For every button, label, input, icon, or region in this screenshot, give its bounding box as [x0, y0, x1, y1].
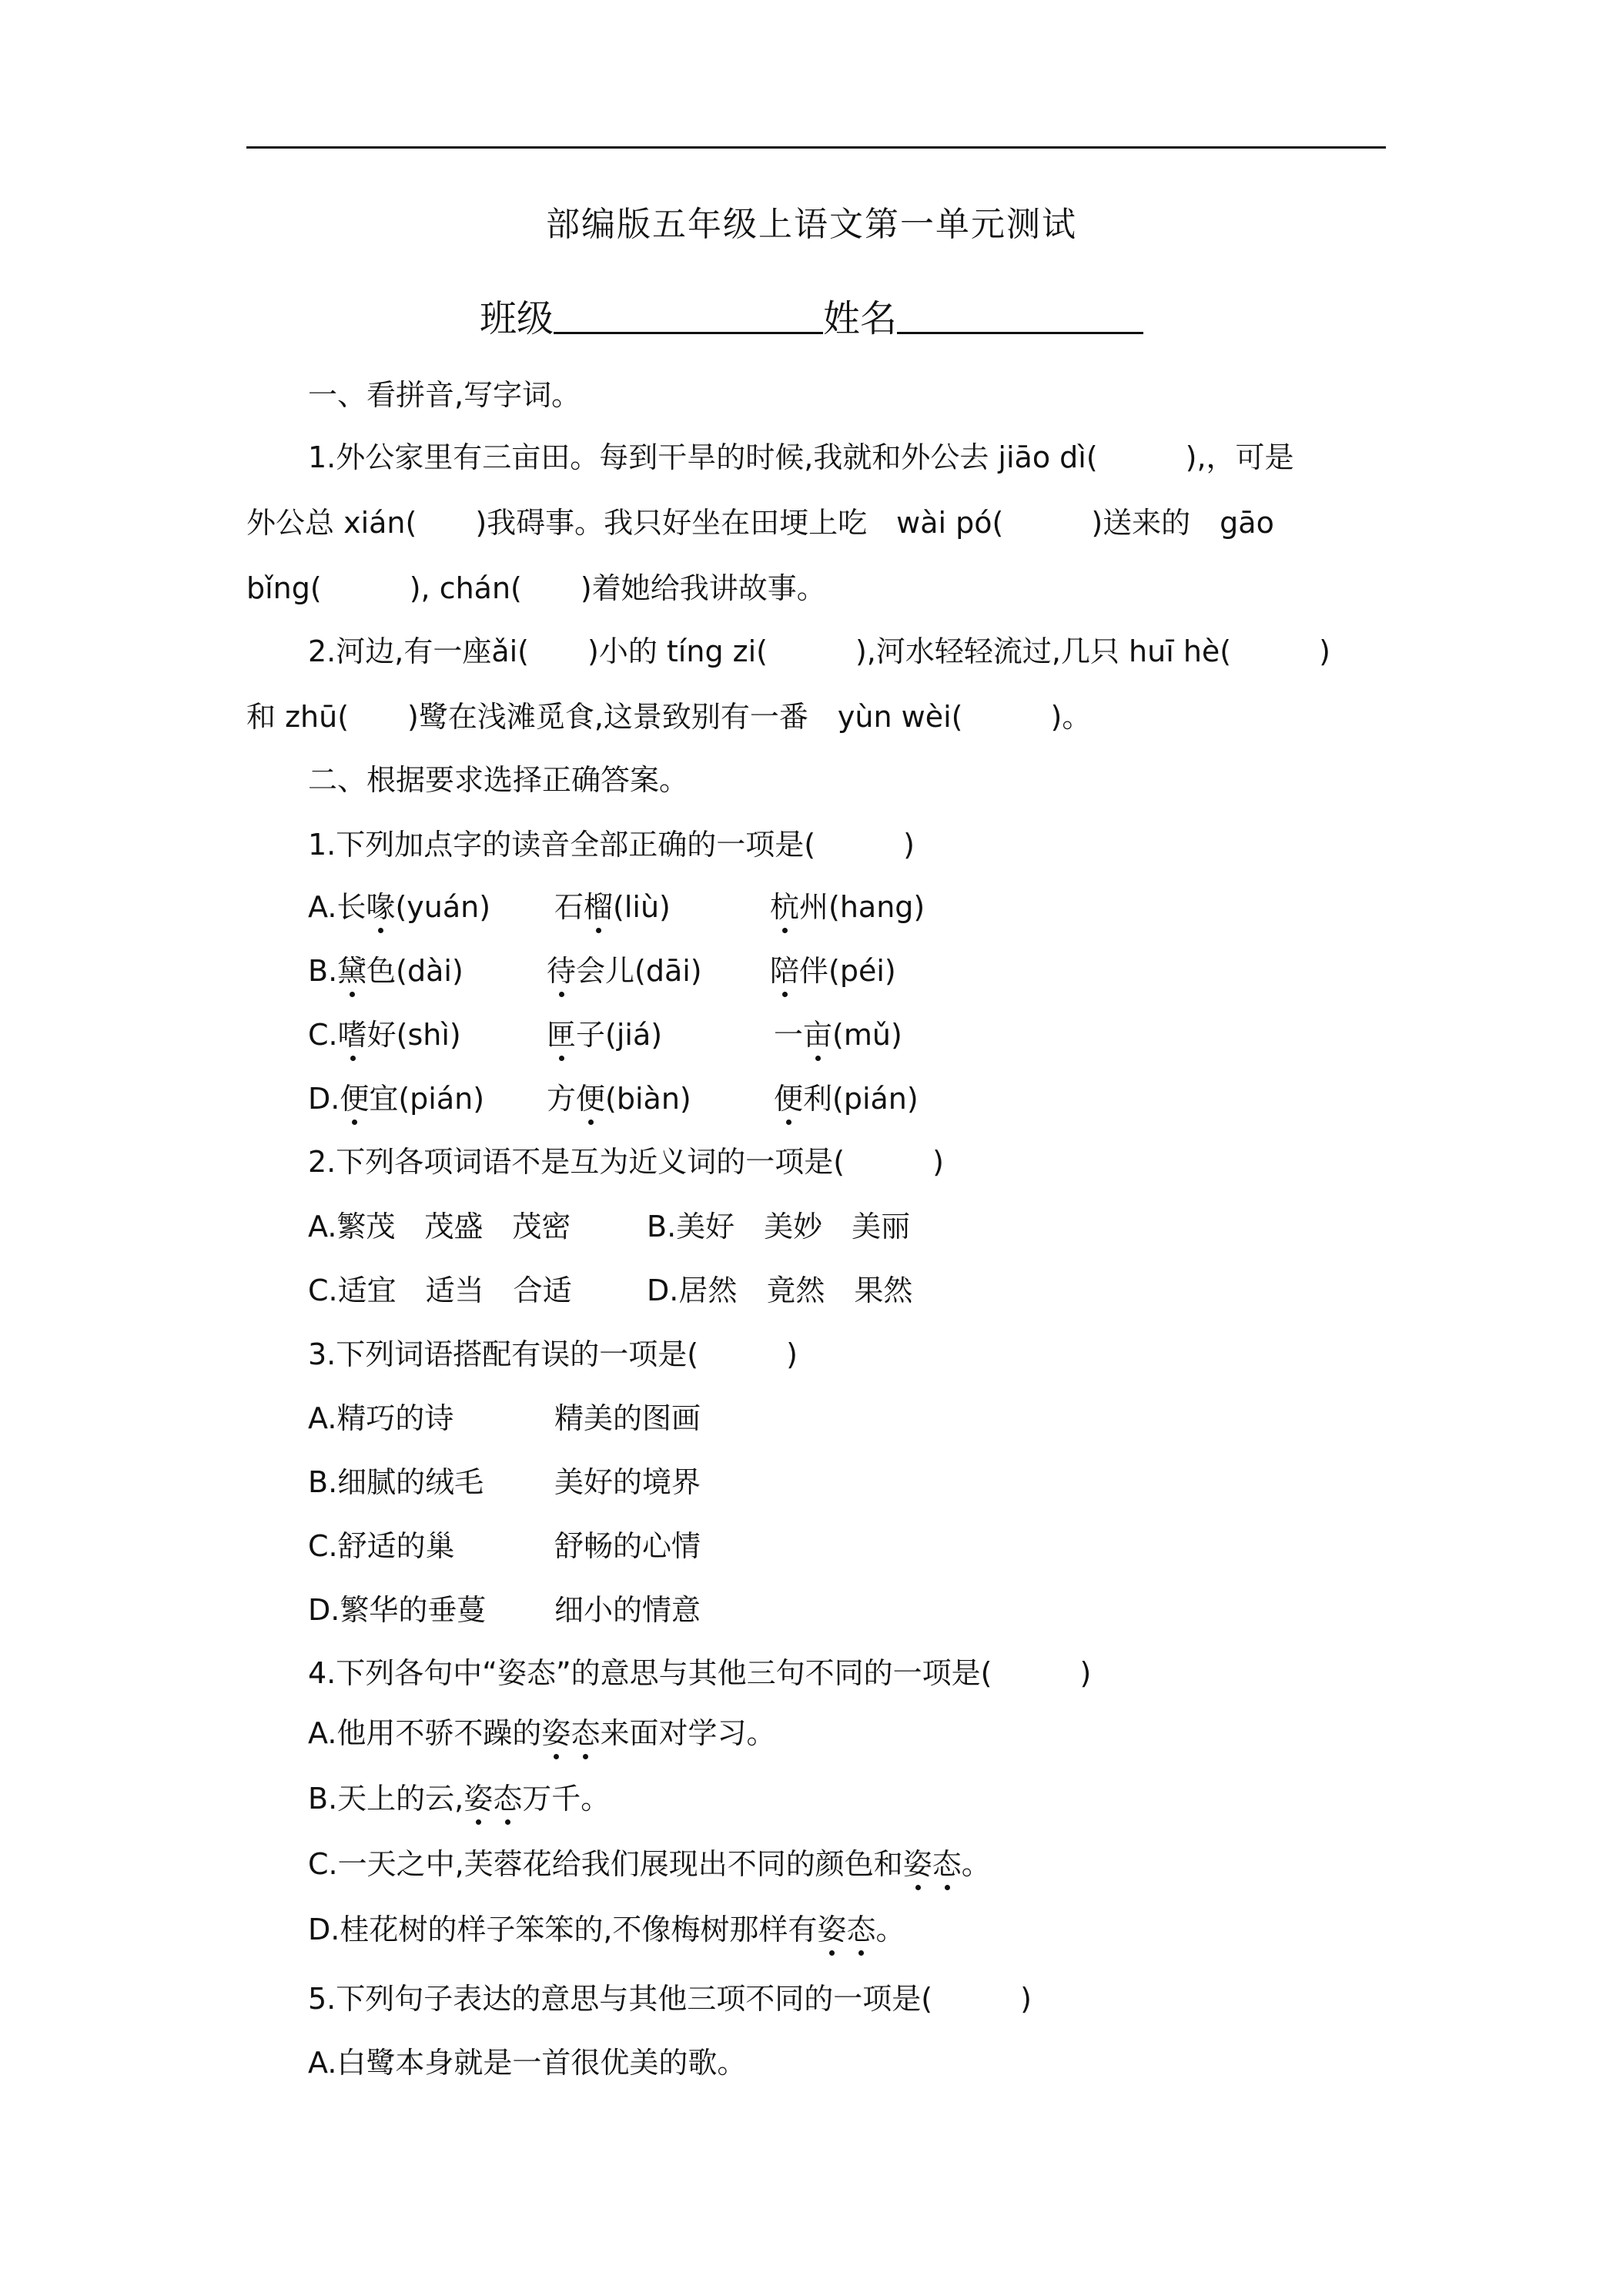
s2-q3-stem: 3.下列词语搭配有误的一项是( ) [308, 1337, 798, 1371]
dotted-char: 便 [576, 1075, 605, 1117]
s1-q1-line1: 1.外公家里有三亩田。每到干旱的时候,我就和外公去 jiāo dì( ),，可是 [308, 440, 1294, 474]
dotted-char: 姿 [817, 1906, 846, 1948]
section1-heading: 一、看拼音,写字词。 [308, 378, 581, 412]
dotted-char: 亩 [803, 1011, 832, 1053]
page-title: 部编版五年级上语文第一单元测试 [546, 205, 1077, 244]
s2-q4-option-a[interactable]: A.他用不骄不躁的姿态来面对学习。 [308, 1709, 775, 1752]
dotted-char: 姿 [903, 1840, 932, 1883]
dotted-char: 姿 [541, 1709, 571, 1752]
s2-q4-option-b[interactable]: B.天上的云,姿态万千。 [308, 1775, 610, 1817]
s2-q4-stem: 4.下列各句中“姿态”的意思与其他三句不同的一项是( ) [308, 1656, 1092, 1690]
dotted-char: 榴 [584, 883, 613, 925]
dotted-char: 嗜 [338, 1011, 367, 1053]
s2-q4-option-c[interactable]: C.一天之中,芙蓉花给我们展现出不同的颜色和姿态。 [308, 1840, 991, 1883]
dotted-char: 态 [493, 1775, 522, 1817]
s2-q2-option-c[interactable]: C.适宜 适当 合适 [308, 1274, 572, 1307]
dotted-char: 待 [547, 947, 576, 989]
name-blank[interactable] [897, 298, 1143, 334]
header-rule [246, 146, 1386, 149]
name-label: 姓名 [823, 297, 898, 340]
s2-q5-stem: 5.下列句子表达的意思与其他三项不同的一项是( ) [308, 1982, 1032, 2016]
dotted-char: 便 [774, 1075, 803, 1117]
dotted-char: 陪 [770, 947, 799, 989]
s2-q1-stem: 1.下列加点字的读音全部正确的一项是( ) [308, 828, 915, 862]
dotted-char: 态 [932, 1840, 962, 1883]
s1-q1-line3: bǐng( ), chán( )着她给我讲故事。 [246, 571, 826, 605]
s2-q2-stem: 2.下列各项词语不是互为近义词的一项是( ) [308, 1145, 944, 1179]
s2-q4-option-d[interactable]: D.桂花树的样子笨笨的,不像梅树那样有姿态。 [308, 1906, 905, 1948]
dotted-char: 态 [846, 1906, 875, 1948]
s2-q2-option-d[interactable]: D.居然 竟然 果然 [647, 1274, 913, 1307]
s1-q2-line1: 2.河边,有一座ǎi( )小的 tíng zi( ),河水轻轻流过,几只 huī hè( ) [308, 634, 1330, 668]
s1-q2-line2: 和 zhū( )鹭在浅滩觅食,这景致别有一番 yùn wèi( )。 [246, 700, 1092, 734]
dotted-char: 黛 [337, 947, 366, 989]
dotted-char: 匣 [547, 1011, 576, 1053]
dotted-char: 姿 [463, 1775, 493, 1817]
s2-q2-option-a[interactable]: A.繁茂 茂盛 茂密 [308, 1210, 571, 1243]
s1-q1-line2: 外公总 xián( )我碍事。我只好坐在田埂上吃 wài pó( )送来的 gāo [246, 506, 1274, 540]
s2-q5-option-a[interactable]: A.白鹭本身就是一首很优美的歌。 [308, 2046, 747, 2080]
class-blank[interactable] [554, 298, 823, 334]
dotted-char: 态 [571, 1709, 600, 1752]
dotted-char: 喙 [366, 883, 395, 925]
dotted-char: 杭 [770, 883, 799, 925]
section2-heading: 二、根据要求选择正确答案。 [308, 763, 689, 797]
s2-q2-option-b[interactable]: B.美好 美妙 美丽 [647, 1210, 911, 1243]
dotted-char: 便 [340, 1075, 369, 1117]
class-name-line [0, 289, 1623, 342]
class-label: 班级 [479, 297, 554, 340]
